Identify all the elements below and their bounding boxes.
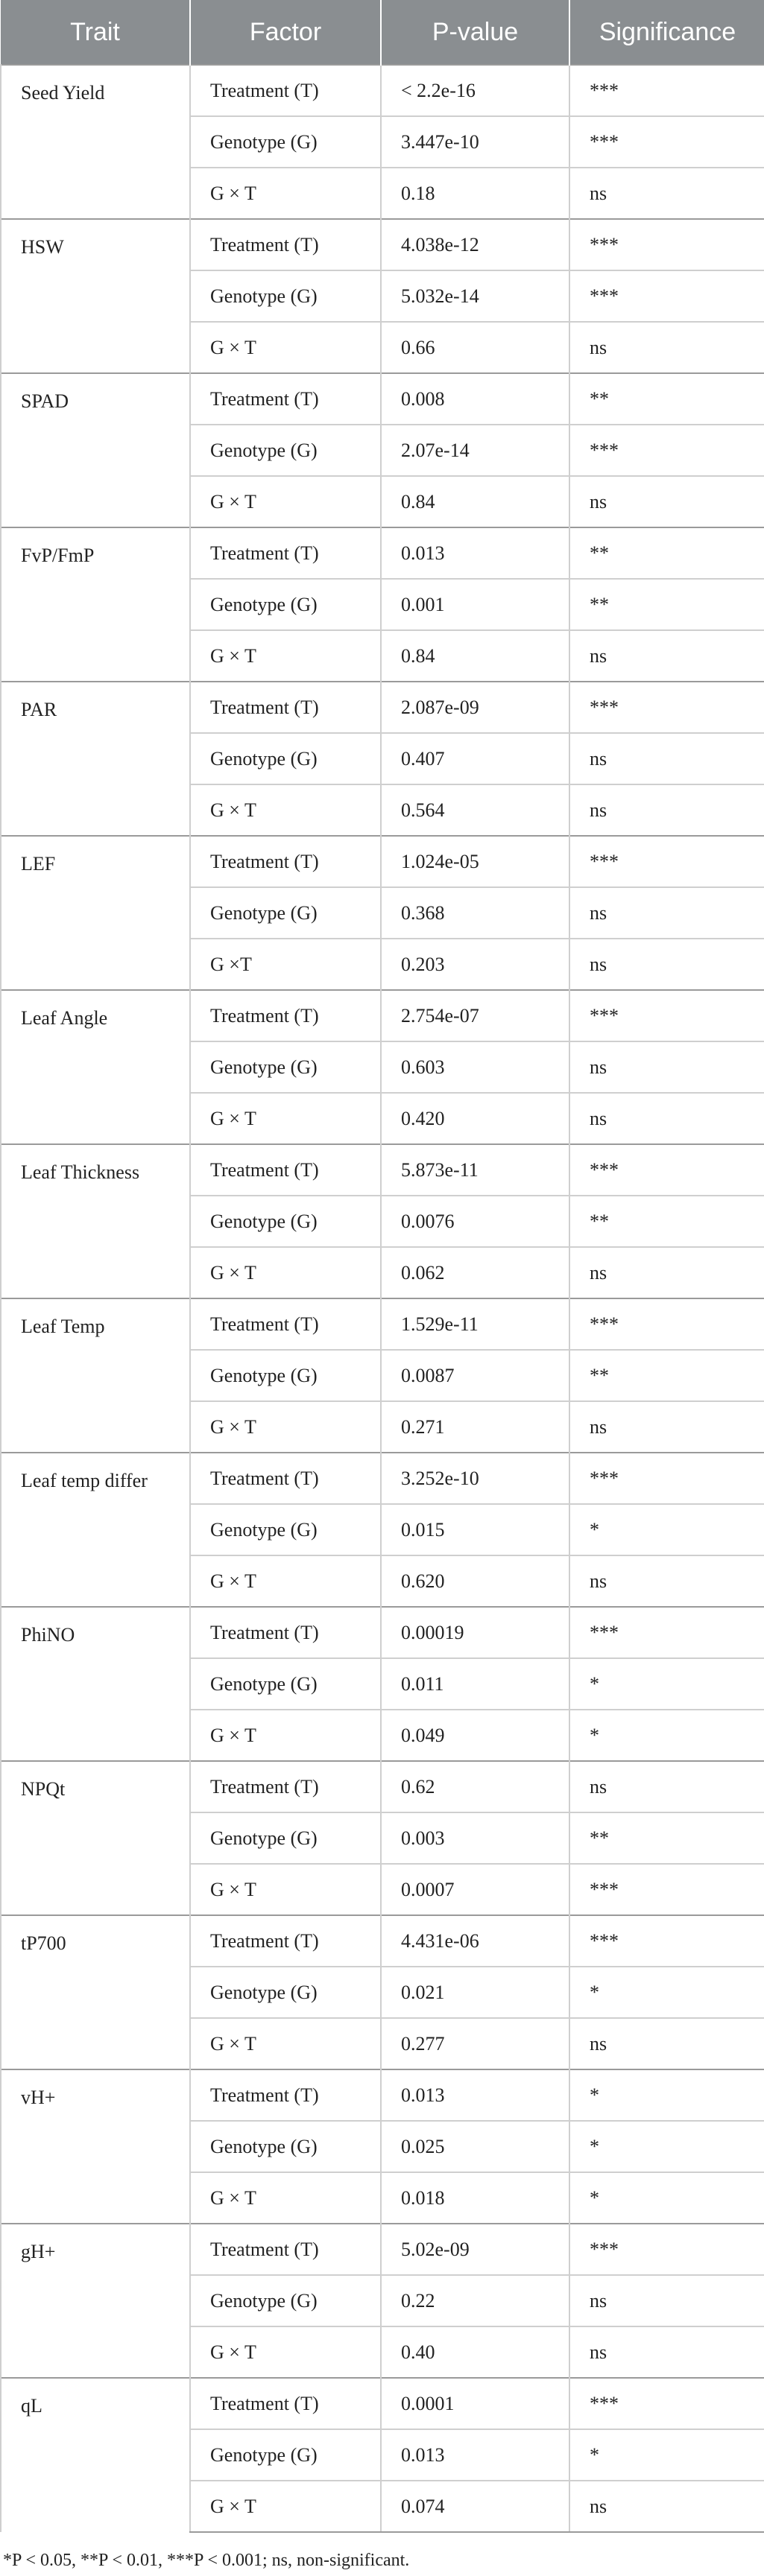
p-value-cell: 0.564 bbox=[381, 784, 569, 836]
p-value-cell: 0.003 bbox=[381, 1812, 569, 1864]
table-row bbox=[1, 1298, 764, 1350]
header-factor: Factor bbox=[190, 0, 381, 65]
p-value-cell: 4.431e-06 bbox=[381, 1915, 569, 1967]
significance-cell: ns bbox=[569, 1555, 764, 1607]
significance-cell: ns bbox=[569, 733, 764, 784]
p-value-cell: 3.252e-10 bbox=[381, 1453, 569, 1504]
p-value-cell: 0.015 bbox=[381, 1504, 569, 1555]
p-value-cell: 0.84 bbox=[381, 630, 569, 682]
factor-cell: Treatment (T) bbox=[190, 990, 381, 1041]
header-row bbox=[1, 0, 764, 65]
p-value-cell: 5.032e-14 bbox=[381, 270, 569, 322]
significance-cell: ns bbox=[569, 168, 764, 219]
significance-cell: *** bbox=[569, 425, 764, 476]
p-value-cell: 0.021 bbox=[381, 1967, 569, 2018]
p-value-cell: 0.62 bbox=[381, 1761, 569, 1812]
factor-cell: Genotype (G) bbox=[190, 270, 381, 322]
table-row bbox=[1, 1607, 764, 1658]
p-value-cell: 1.024e-05 bbox=[381, 836, 569, 887]
significance-cell: ns bbox=[569, 322, 764, 373]
factor-cell: Genotype (G) bbox=[190, 425, 381, 476]
factor-cell: Treatment (T) bbox=[190, 1298, 381, 1350]
p-value-cell: 0.18 bbox=[381, 168, 569, 219]
p-value-cell: 0.00019 bbox=[381, 1607, 569, 1658]
factor-cell: Genotype (G) bbox=[190, 1504, 381, 1555]
p-value-cell: 0.368 bbox=[381, 887, 569, 939]
trait-cell: Leaf Thickness bbox=[1, 1144, 190, 1298]
factor-cell: G × T bbox=[190, 1093, 381, 1144]
significance-cell: ns bbox=[569, 1247, 764, 1298]
p-value-cell: 0.84 bbox=[381, 476, 569, 527]
significance-cell: * bbox=[569, 1710, 764, 1761]
factor-cell: Genotype (G) bbox=[190, 1350, 381, 1401]
factor-cell: Genotype (G) bbox=[190, 1812, 381, 1864]
factor-cell: Treatment (T) bbox=[190, 1453, 381, 1504]
factor-cell: Treatment (T) bbox=[190, 836, 381, 887]
significance-cell: *** bbox=[569, 65, 764, 116]
significance-cell: ns bbox=[569, 630, 764, 682]
table-row bbox=[1, 2224, 764, 2275]
p-value-cell: 2.07e-14 bbox=[381, 425, 569, 476]
p-value-cell: 0.66 bbox=[381, 322, 569, 373]
factor-cell: G × T bbox=[190, 322, 381, 373]
significance-cell: * bbox=[569, 2069, 764, 2121]
factor-cell: Genotype (G) bbox=[190, 1196, 381, 1247]
p-value-cell: 0.407 bbox=[381, 733, 569, 784]
significance-cell: ** bbox=[569, 527, 764, 579]
p-value-cell: 0.271 bbox=[381, 1401, 569, 1453]
significance-cell: ns bbox=[569, 2481, 764, 2532]
p-value-cell: < 2.2e-16 bbox=[381, 65, 569, 116]
factor-cell: Treatment (T) bbox=[190, 2378, 381, 2429]
p-value-cell: 0.074 bbox=[381, 2481, 569, 2532]
significance-cell: ns bbox=[569, 2018, 764, 2069]
trait-cell: Leaf Angle bbox=[1, 990, 190, 1144]
table-row bbox=[1, 1915, 764, 1967]
p-value-cell: 4.038e-12 bbox=[381, 219, 569, 270]
p-value-cell: 0.062 bbox=[381, 1247, 569, 1298]
trait-cell: PAR bbox=[1, 682, 190, 836]
factor-cell: G × T bbox=[190, 2172, 381, 2224]
p-value-cell: 0.025 bbox=[381, 2121, 569, 2172]
significance-cell: ns bbox=[569, 784, 764, 836]
factor-cell: Treatment (T) bbox=[190, 2069, 381, 2121]
factor-cell: G × T bbox=[190, 784, 381, 836]
significance-cell: *** bbox=[569, 1298, 764, 1350]
factor-cell: G × T bbox=[190, 168, 381, 219]
significance-cell: *** bbox=[569, 1607, 764, 1658]
table-row bbox=[1, 836, 764, 887]
significance-cell: * bbox=[569, 2429, 764, 2481]
significance-cell: *** bbox=[569, 270, 764, 322]
significance-cell: * bbox=[569, 2172, 764, 2224]
table-row bbox=[1, 527, 764, 579]
factor-cell: Genotype (G) bbox=[190, 116, 381, 168]
p-value-cell: 2.087e-09 bbox=[381, 682, 569, 733]
p-value-cell: 5.873e-11 bbox=[381, 1144, 569, 1196]
factor-cell: Treatment (T) bbox=[190, 219, 381, 270]
factor-cell: Treatment (T) bbox=[190, 682, 381, 733]
p-value-cell: 0.620 bbox=[381, 1555, 569, 1607]
significance-cell: *** bbox=[569, 219, 764, 270]
p-value-cell: 0.0087 bbox=[381, 1350, 569, 1401]
factor-cell: Genotype (G) bbox=[190, 887, 381, 939]
factor-cell: Genotype (G) bbox=[190, 2275, 381, 2326]
factor-cell: Treatment (T) bbox=[190, 1607, 381, 1658]
significance-cell: *** bbox=[569, 1915, 764, 1967]
significance-cell: *** bbox=[569, 1144, 764, 1196]
significance-cell: *** bbox=[569, 990, 764, 1041]
p-value-cell: 2.754e-07 bbox=[381, 990, 569, 1041]
factor-cell: Genotype (G) bbox=[190, 2121, 381, 2172]
p-value-cell: 0.277 bbox=[381, 2018, 569, 2069]
factor-cell: G × T bbox=[190, 1401, 381, 1453]
table-row bbox=[1, 1761, 764, 1812]
factor-cell: Treatment (T) bbox=[190, 1144, 381, 1196]
p-value-cell: 0.001 bbox=[381, 579, 569, 630]
p-value-cell: 0.0007 bbox=[381, 1864, 569, 1915]
significance-cell: ** bbox=[569, 1196, 764, 1247]
factor-cell: G × T bbox=[190, 630, 381, 682]
factor-cell: Treatment (T) bbox=[190, 2224, 381, 2275]
table-row bbox=[1, 219, 764, 270]
p-value-cell: 0.011 bbox=[381, 1658, 569, 1710]
p-value-cell: 0.013 bbox=[381, 2429, 569, 2481]
table-header bbox=[1, 0, 764, 65]
trait-cell: LEF bbox=[1, 836, 190, 990]
factor-cell: G × T bbox=[190, 1864, 381, 1915]
factor-cell: Genotype (G) bbox=[190, 579, 381, 630]
factor-cell: G × T bbox=[190, 1247, 381, 1298]
significance-cell: *** bbox=[569, 2224, 764, 2275]
significance-cell: * bbox=[569, 1658, 764, 1710]
p-value-cell: 0.420 bbox=[381, 1093, 569, 1144]
p-value-cell: 0.22 bbox=[381, 2275, 569, 2326]
significance-cell: * bbox=[569, 1504, 764, 1555]
table-row bbox=[1, 373, 764, 425]
factor-cell: Treatment (T) bbox=[190, 373, 381, 425]
significance-cell: * bbox=[569, 2121, 764, 2172]
p-value-cell: 0.0076 bbox=[381, 1196, 569, 1247]
p-value-cell: 0.008 bbox=[381, 373, 569, 425]
trait-cell: SPAD bbox=[1, 373, 190, 527]
trait-cell: vH+ bbox=[1, 2069, 190, 2224]
trait-cell: Seed Yield bbox=[1, 65, 190, 219]
significance-cell: ns bbox=[569, 2326, 764, 2378]
header-significance: Significance bbox=[569, 0, 764, 65]
table-footnote: *P < 0.05, **P < 0.01, ***P < 0.001; ns, non-significant. bbox=[3, 2551, 410, 2570]
significance-cell: ns bbox=[569, 939, 764, 990]
significance-cell: ns bbox=[569, 887, 764, 939]
trait-cell: tP700 bbox=[1, 1915, 190, 2069]
significance-cell: *** bbox=[569, 1453, 764, 1504]
trait-cell: HSW bbox=[1, 219, 190, 373]
factor-cell: G × T bbox=[190, 2481, 381, 2532]
header-p-value: P-value bbox=[381, 0, 569, 65]
p-value-cell: 0.0001 bbox=[381, 2378, 569, 2429]
significance-cell: ns bbox=[569, 2275, 764, 2326]
significance-cell: ns bbox=[569, 1401, 764, 1453]
trait-cell: gH+ bbox=[1, 2224, 190, 2378]
trait-cell: PhiNO bbox=[1, 1607, 190, 1761]
trait-cell: Leaf Temp bbox=[1, 1298, 190, 1453]
factor-cell: G × T bbox=[190, 2018, 381, 2069]
factor-cell: Treatment (T) bbox=[190, 1761, 381, 1812]
significance-cell: *** bbox=[569, 2378, 764, 2429]
table-row bbox=[1, 1453, 764, 1504]
header-trait: Trait bbox=[1, 0, 190, 65]
significance-cell: ns bbox=[569, 1761, 764, 1812]
trait-cell: qL bbox=[1, 2378, 190, 2532]
factor-cell: Treatment (T) bbox=[190, 1915, 381, 1967]
p-value-cell: 0.40 bbox=[381, 2326, 569, 2378]
p-value-cell: 0.203 bbox=[381, 939, 569, 990]
factor-cell: G × T bbox=[190, 2326, 381, 2378]
factor-cell: G ×T bbox=[190, 939, 381, 990]
p-value-cell: 0.013 bbox=[381, 527, 569, 579]
trait-cell: Leaf temp differ bbox=[1, 1453, 190, 1607]
significance-cell: ns bbox=[569, 1093, 764, 1144]
factor-cell: Genotype (G) bbox=[190, 1967, 381, 2018]
trait-cell: NPQt bbox=[1, 1761, 190, 1915]
factor-cell: G × T bbox=[190, 476, 381, 527]
table-row bbox=[1, 1144, 764, 1196]
significance-cell: ns bbox=[569, 1041, 764, 1093]
factor-cell: Genotype (G) bbox=[190, 1041, 381, 1093]
p-value-cell: 0.018 bbox=[381, 2172, 569, 2224]
significance-cell: ** bbox=[569, 1350, 764, 1401]
table-row bbox=[1, 2069, 764, 2121]
table-body bbox=[1, 65, 764, 2532]
significance-cell: ** bbox=[569, 373, 764, 425]
significance-cell: *** bbox=[569, 1864, 764, 1915]
factor-cell: G × T bbox=[190, 1555, 381, 1607]
significance-cell: *** bbox=[569, 836, 764, 887]
significance-cell: ** bbox=[569, 579, 764, 630]
significance-cell: ns bbox=[569, 476, 764, 527]
factor-cell: Genotype (G) bbox=[190, 2429, 381, 2481]
trait-cell: FvP/FmP bbox=[1, 527, 190, 682]
significance-cell: *** bbox=[569, 682, 764, 733]
significance-cell: * bbox=[569, 1967, 764, 2018]
factor-cell: G × T bbox=[190, 1710, 381, 1761]
factor-cell: Genotype (G) bbox=[190, 1658, 381, 1710]
table-row bbox=[1, 2378, 764, 2429]
p-value-cell: 3.447e-10 bbox=[381, 116, 569, 168]
p-value-cell: 5.02e-09 bbox=[381, 2224, 569, 2275]
p-value-cell: 1.529e-11 bbox=[381, 1298, 569, 1350]
p-value-cell: 0.013 bbox=[381, 2069, 569, 2121]
table-row bbox=[1, 990, 764, 1041]
table-row bbox=[1, 682, 764, 733]
table-row bbox=[1, 65, 764, 116]
factor-cell: Genotype (G) bbox=[190, 733, 381, 784]
p-value-cell: 0.049 bbox=[381, 1710, 569, 1761]
significance-cell: *** bbox=[569, 116, 764, 168]
factor-cell: Treatment (T) bbox=[190, 527, 381, 579]
factor-cell: Treatment (T) bbox=[190, 65, 381, 116]
significance-cell: ** bbox=[569, 1812, 764, 1864]
p-value-cell: 0.603 bbox=[381, 1041, 569, 1093]
